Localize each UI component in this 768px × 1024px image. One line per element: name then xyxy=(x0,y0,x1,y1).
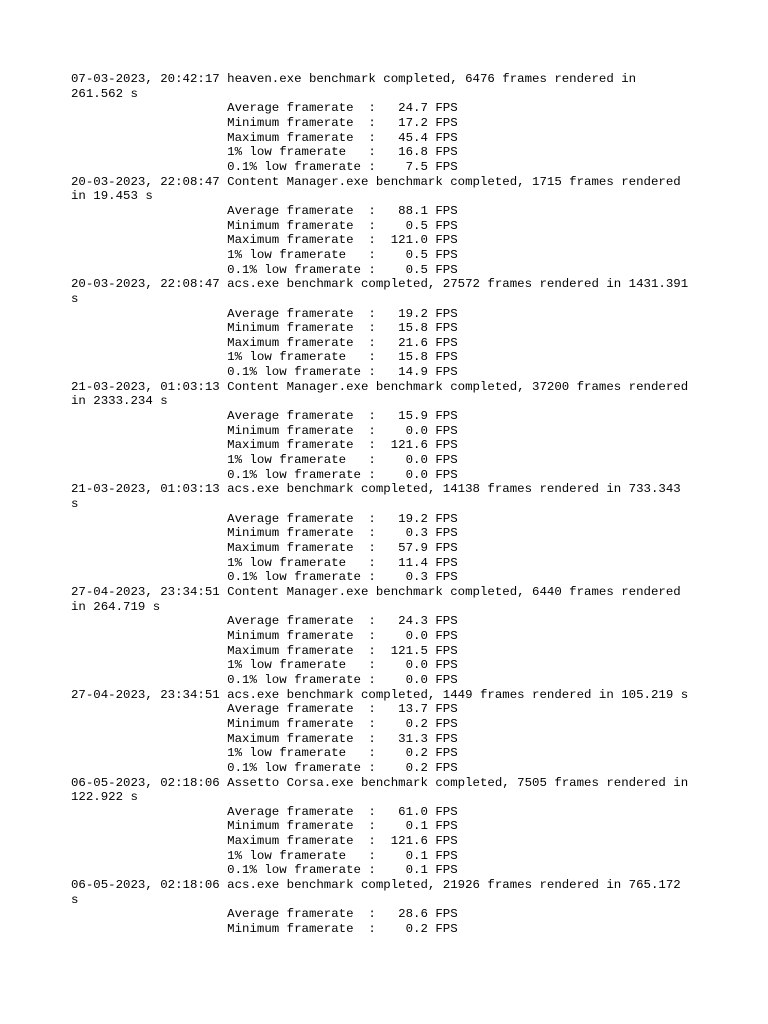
log-line: 1% low framerate : 11.4 FPS xyxy=(71,555,458,570)
log-line: in 264.719 s xyxy=(71,599,161,614)
log-line: 1% low framerate : 0.0 FPS xyxy=(71,658,458,673)
log-line: 1% low framerate : 15.8 FPS xyxy=(71,350,458,365)
log-line: 0.1% low framerate : 0.2 FPS xyxy=(71,760,458,775)
log-line: 1% low framerate : 0.1 FPS xyxy=(71,848,458,863)
log-line: 122.922 s xyxy=(71,790,138,805)
log-line: 0.1% low framerate : 14.9 FPS xyxy=(71,365,458,380)
log-line: 0.1% low framerate : 0.3 FPS xyxy=(71,570,458,585)
log-line: 1% low framerate : 0.0 FPS xyxy=(71,453,458,468)
log-line: Average framerate : 28.6 FPS xyxy=(71,907,458,922)
log-line: in 2333.234 s xyxy=(71,394,168,409)
log-line: 06-05-2023, 02:18:06 acs.exe benchmark completed, 21926 frames rendered in 765.172 xyxy=(71,878,681,893)
log-line: Average framerate : 19.2 FPS xyxy=(71,511,458,526)
log-line: Maximum framerate : 121.6 FPS xyxy=(71,438,458,453)
log-line: 21-03-2023, 01:03:13 acs.exe benchmark completed, 14138 frames rendered in 733.343 xyxy=(71,482,681,497)
log-line: Minimum framerate : 0.0 FPS xyxy=(71,628,458,643)
log-line: Minimum framerate : 17.2 FPS xyxy=(71,115,458,130)
log-line: 27-04-2023, 23:34:51 Content Manager.exe benchmark completed, 6440 frames rendered xyxy=(71,584,681,599)
log-line: Minimum framerate : 0.0 FPS xyxy=(71,423,458,438)
log-line: 20-03-2023, 22:08:47 acs.exe benchmark completed, 27572 frames rendered in 1431.391 xyxy=(71,277,689,292)
log-line: Maximum framerate : 121.0 FPS xyxy=(71,233,458,248)
log-line: s xyxy=(71,497,79,512)
log-line: Average framerate : 19.2 FPS xyxy=(71,306,458,321)
log-line: Minimum framerate : 0.1 FPS xyxy=(71,819,458,834)
log-line: 0.1% low framerate : 7.5 FPS xyxy=(71,159,458,174)
log-line: 1% low framerate : 16.8 FPS xyxy=(71,145,458,160)
log-line: Maximum framerate : 21.6 FPS xyxy=(71,335,458,350)
log-line: Minimum framerate : 0.5 FPS xyxy=(71,218,458,233)
log-line: 21-03-2023, 01:03:13 Content Manager.exe benchmark completed, 37200 frames rendered xyxy=(71,379,689,394)
log-line: 1% low framerate : 0.2 FPS xyxy=(71,746,458,761)
log-line: s xyxy=(71,892,79,907)
log-line: Maximum framerate : 121.5 FPS xyxy=(71,643,458,658)
log-line: 261.562 s xyxy=(71,86,138,101)
log-line: 20-03-2023, 22:08:47 Content Manager.exe benchmark completed, 1715 frames rendered xyxy=(71,174,681,189)
log-line: Average framerate : 88.1 FPS xyxy=(71,203,458,218)
log-line: s xyxy=(71,291,79,306)
log-line: Average framerate : 13.7 FPS xyxy=(71,702,458,717)
log-line: 1% low framerate : 0.5 FPS xyxy=(71,247,458,262)
log-line: Maximum framerate : 121.6 FPS xyxy=(71,834,458,849)
log-line: Maximum framerate : 57.9 FPS xyxy=(71,541,458,555)
log-line: Minimum framerate : 0.2 FPS xyxy=(71,922,458,937)
log-line: Average framerate : 61.0 FPS xyxy=(71,804,458,819)
log-line: Maximum framerate : 31.3 FPS xyxy=(71,731,458,746)
log-line: 07-03-2023, 20:42:17 heaven.exe benchmark completed, 6476 frames rendered in xyxy=(71,72,637,86)
log-line: in 19.453 s xyxy=(71,189,153,204)
log-line: Maximum framerate : 45.4 FPS xyxy=(71,130,458,145)
log-line: 0.1% low framerate : 0.0 FPS xyxy=(71,672,458,687)
log-line: Minimum framerate : 15.8 FPS xyxy=(71,321,458,336)
log-line: 27-04-2023, 23:34:51 acs.exe benchmark completed, 1449 frames rendered in 105.219 s xyxy=(71,687,689,702)
benchmark-log xyxy=(71,72,711,937)
log-line: Average framerate : 15.9 FPS xyxy=(71,409,458,424)
log-line: 0.1% low framerate : 0.5 FPS xyxy=(71,262,458,277)
log-line: Average framerate : 24.7 FPS xyxy=(71,101,458,116)
log-line: Minimum framerate : 0.2 FPS xyxy=(71,716,458,731)
log-line: 06-05-2023, 02:18:06 Assetto Corsa.exe benchmark completed, 7505 frames rendered in xyxy=(71,775,689,790)
log-line: Average framerate : 24.3 FPS xyxy=(71,614,458,629)
log-line: Minimum framerate : 0.3 FPS xyxy=(71,526,458,541)
log-line: 0.1% low framerate : 0.0 FPS xyxy=(71,467,458,482)
log-line: 0.1% low framerate : 0.1 FPS xyxy=(71,863,458,878)
